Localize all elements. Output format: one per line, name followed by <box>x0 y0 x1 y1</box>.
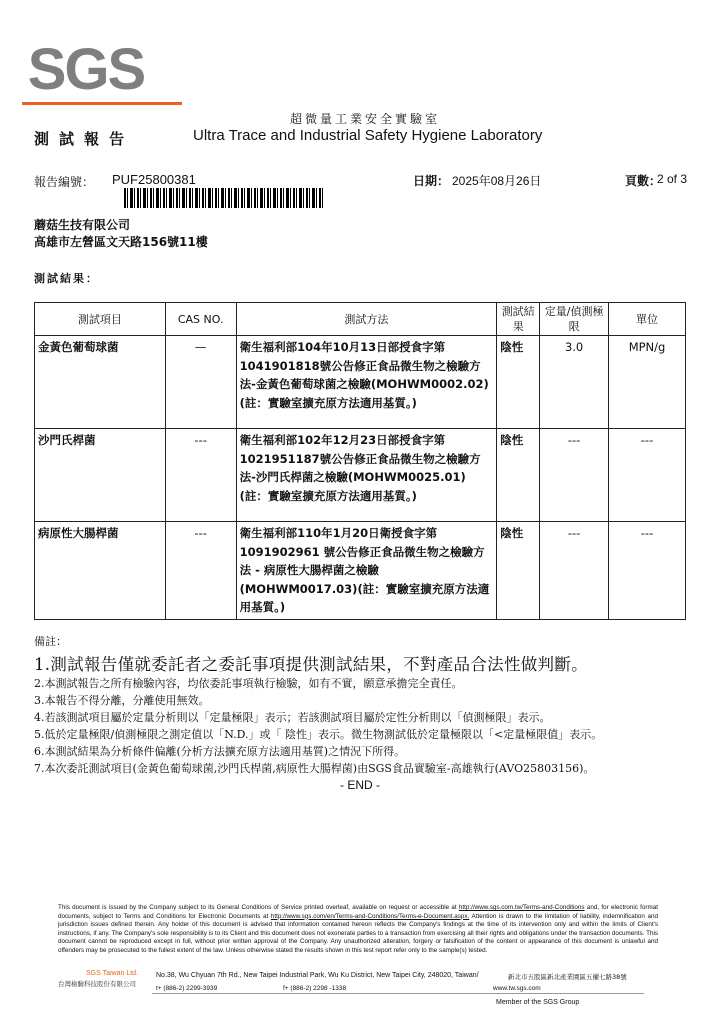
footer-address-zh: 新北市五股區新北產業園區五權七路38號 <box>508 973 627 981</box>
header-result: 測試結果 <box>497 303 540 336</box>
lab-name-zh: 超微量工業安全實驗室 <box>290 112 441 126</box>
disclaimer-text: and, for electronic format documents, subject to Terms and Conditions for Electronic Documents at <box>58 904 659 920</box>
cell-limit: --- <box>540 429 609 522</box>
footer-website[interactable]: www.tw.sgs.com <box>493 985 541 992</box>
cell-method: 衛生福利部104年10月13日部授食字第1041901818號公告修正食品微生物之檢驗方法-金黃色葡萄球菌之檢驗(MOHWM0002.02)(註：實驗室擴充原方法適用基質。) <box>236 336 497 429</box>
table-row <box>35 522 686 620</box>
e-document-terms-link[interactable]: http://www.sgs.com/en/Terms-and-Conditions/Terms-e-Document.aspx. <box>270 912 470 920</box>
logo-underline <box>22 102 182 105</box>
cell-cas: --- <box>165 522 236 620</box>
client-name: 蘑菇生技有限公司 <box>34 218 131 232</box>
cell-method: 衛生福利部110年1月20日衛授食字第1091902961 號公告修正食品微生物之檢驗方法 - 病原性大腸桿菌之檢驗(MOHWM0017.03)(註：實驗室擴充原方法適用基質。) <box>236 522 497 620</box>
remark-note: 2.本測試報告之所有檢驗內容，均依委託事項執行檢驗，如有不實，願意承擔完全責任。 <box>34 677 463 690</box>
results-table <box>34 302 686 620</box>
end-marker: - END - <box>340 778 380 792</box>
header-unit: 單位 <box>609 303 686 336</box>
remark-note: 7.本次委託測試項目(金黃色葡萄球菌,沙門氏桿菌,病原性大腸桿菌)由SGS食品實驗室-高雄執行(AVO25803156)。 <box>34 762 595 775</box>
date-label: 日期： <box>413 174 450 188</box>
cell-result: 陰性 <box>497 429 540 522</box>
footer-fax: f+ (886-2) 2298 -1338 <box>283 985 347 992</box>
legal-disclaimer <box>58 904 658 956</box>
header-method: 測試方法 <box>236 303 497 336</box>
table-row <box>35 429 686 522</box>
report-number-label: 報告編號： <box>34 175 95 189</box>
logo-text: SGS <box>27 37 145 102</box>
report-date: 2025年08月26日 <box>452 174 542 188</box>
header-item: 測試項目 <box>35 303 166 336</box>
remark-note: 3.本報告不得分離，分離使用無效。 <box>34 694 210 707</box>
barcode <box>124 188 324 208</box>
cell-result: 陰性 <box>497 336 540 429</box>
footer-company-zh: 台灣檢驗科技股份有限公司 <box>58 980 136 988</box>
cell-item: 病原性大腸桿菌 <box>35 522 166 620</box>
footer-address: No.38, Wu Chyuan 7th Rd., New Taipei Industrial Park, Wu Ku District, New Taipei City, 248020, Taiwan/ <box>156 972 479 979</box>
cell-cas: — <box>165 336 236 429</box>
cell-cas: --- <box>165 429 236 522</box>
cell-unit: --- <box>609 429 686 522</box>
sgs-logo <box>22 37 150 106</box>
cell-item: 沙門氏桿菌 <box>35 429 166 522</box>
remark-note: 5.低於定量極限/偵測極限之測定值以「N.D.」或「 陰性」表示。微生物測試低於定量極限以「<定量極限值」表示。 <box>34 728 603 741</box>
remark-note: 4.若該測試項目屬於定量分析則以「定量極限」表示；若該測試項目屬於定性分析則以「偵測極限」表示。 <box>34 711 551 724</box>
cell-result: 陰性 <box>497 522 540 620</box>
page-count: 2 of 3 <box>657 172 688 186</box>
header-cas: CAS NO. <box>165 303 236 336</box>
cell-limit: --- <box>540 522 609 620</box>
header-limit: 定量/偵測極限 <box>540 303 609 336</box>
cell-method: 衛生福利部102年12月23日部授食字第1021951187號公告修正食品微生物之檢驗方法-沙門氏桿菌之檢驗(MOHWM0025.01)(註：實驗室擴充原方法適用基質。) <box>236 429 497 522</box>
terms-link[interactable]: http://www.sgs.com.tw/Terms-and-Conditions <box>458 904 585 911</box>
report-number: PUF25800381 <box>112 172 196 187</box>
remarks-label: 備註： <box>34 635 67 648</box>
cell-item: 金黃色葡萄球菌 <box>35 336 166 429</box>
table-row <box>35 336 686 429</box>
footer-divider <box>152 993 644 994</box>
cell-unit: --- <box>609 522 686 620</box>
footer-company-en: SGS Taiwan Ltd. <box>86 970 139 977</box>
page-label: 頁數： <box>625 174 662 188</box>
report-title: 測試報告 <box>34 130 135 148</box>
footer-member: Member of the SGS Group <box>496 999 580 1006</box>
footer-telephone: t+ (886-2) 2299-3939 <box>156 985 218 992</box>
results-label: 測試結果： <box>34 272 99 285</box>
disclaimer-text: Attention is drawn to the limitation of liability, indemnification and jurisdiction issues defined therein. Any holder of this document is advised that information contained hereon reflects the Company's findings at the time of its intervention only and within the limits of Client's instructions, if any. The Company's sole responsibility is to its Client and this document does not exonerate parties to a transaction from exercising all their rights and obligations under the transaction documents. This document cannot be reproduced except in full, without prior written approval of the Company. Any unauthorized alteration, forgery or falsification of the content or appearance of this document is unlawful and offenders may be prosecuted to the fullest extent of the law. Unless otherwise stated the results shown in this test report refer only to the sample(s) tested. <box>58 912 658 954</box>
remark-note: 6.本測試結果為分析條件偏離(分析方法擴充原方法適用基質)之情況下所得。 <box>34 745 406 758</box>
client-address: 高雄市左營區文天路156號11樓 <box>34 235 208 249</box>
remark-note: 1.測試報告僅就委託者之委託事項提供測試結果，不對產品合法性做判斷。 <box>34 655 588 674</box>
disclaimer-text: This document is issued by the Company subject to its General Conditions of Service printed overleaf, available on request or accessible at <box>58 904 459 911</box>
cell-limit: 3.0 <box>540 336 609 429</box>
lab-name-en: Ultra Trace and Industrial Safety Hygiene Laboratory <box>193 127 543 144</box>
cell-unit: MPN/g <box>609 336 686 429</box>
table-header-row <box>35 303 686 336</box>
